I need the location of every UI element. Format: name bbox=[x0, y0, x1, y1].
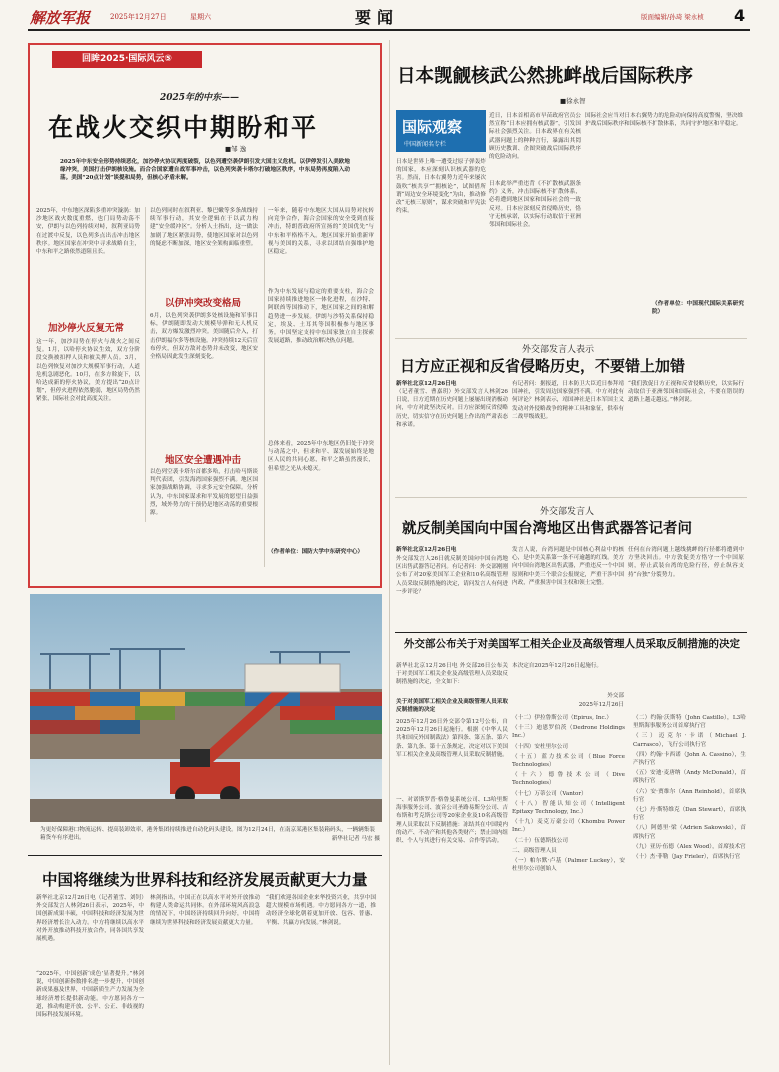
japan-text2: 日本是世界上唯一遭受过原子弹轰炸的国家，本应深刻认识核武器的危害。然而，日本右翼势力近年来屡次鼓吹“核共享”“拥核论”，试图借所谓“周边安全环境变化”为由，推动修改“无核三原则”，谋求突破和平宪法约束。 bbox=[396, 159, 486, 215]
japan-title: 日本觊觎核武公然挑衅战后国际秩序 bbox=[397, 66, 694, 87]
article6-text3: 林剑指出，中国正在以高水平对外开放推动构建人类命运共同体。在外部环境风高浪急的情况下，中国经济持续回升向好，中国将继续为世界科技和经济发展贡献更大力量。 bbox=[150, 895, 260, 926]
column-logo-title: 国际观察 bbox=[402, 118, 463, 136]
article5-text3: 一、对诺斯罗普·格鲁曼系统公司、L3哈里斯海事服务公司、波音公司圣路易斯分公司、吉布斯和考克斯公司等20家企业及10名高级管理人员采取以下反制措施：冻结其在中国境内的动产、不动产和其他各类财产；禁止国内组织、个人与其进行有关交易、合作等活动。 bbox=[396, 797, 508, 845]
feature-sep2 bbox=[264, 207, 265, 567]
feature-sep1 bbox=[145, 207, 146, 522]
article4-text2: 发言人说，台湾问题是中国核心利益中的核心，是中美关系第一条不可逾越的红线。美方向中国台湾地区出售武器，严重违反一个中国原则和中美三个联合公报规定，严重干涉中国内政，严重损害中国主权和领土完整。 bbox=[512, 547, 624, 586]
feature-col3-text2: 作为中东发展与稳定的重要支柱，海合会国家持续推进地区一体化进程，在沙特、阿联酋等国推动下，地区国家之间的和解趋势进一步发展。伊朗与沙特关系保持稳定，埃及、土耳其等国积极参与地区事务。中国坚定支持中东国家独立自主探索发展道路，推动政治解决热点问题。 bbox=[268, 289, 374, 345]
sanctions-list-item: （十八）智能认知公司（Intelligent Epitaxy Technology, Inc.） bbox=[512, 800, 625, 816]
issue-date: 2025年12月27日 bbox=[110, 13, 167, 21]
article4-lead: 新华社北京12月26日电 bbox=[396, 547, 457, 553]
feature-col2-text2: 6月，以色列突袭伊朗多处核设施和军事目标，伊朗随即发动大规模导弹和无人机反击，双方爆发激烈冲突。美国随后介入，打击伊朗福尔多等核设施。冲突持续12天后宣布停火，但双方敌对态势并未改变，地区安全格局因此发生深刻变化。 bbox=[150, 313, 258, 361]
article5-text4: 本决定自2025年12月26日起施行。 bbox=[512, 663, 603, 669]
sanctions-list-item: （十二）伊拉鲁斯公司（Epirus, Inc.） bbox=[512, 715, 613, 721]
japan-text3: 日本此举严重违背《不扩散核武器条约》义务，冲击国际核不扩散体系，必将遭到地区国家和国际社会的一致反对。日本应深刻反省侵略历史，恪守无核承诺，以实际行动取信于亚洲邻国和国际社会。 bbox=[489, 181, 581, 229]
subhead-iran-israel: 以伊冲突改变格局 bbox=[165, 298, 242, 309]
rule-a3 bbox=[395, 338, 747, 339]
sanctions-list-item: （八）阿德里·梁（Adrien Sakowski），首席执行官 bbox=[633, 825, 746, 840]
sanctions-list-item: （十）杰·菲勒（Jay Frieler），首席执行官 bbox=[633, 854, 741, 861]
article5-title: 外交部公布关于对美国军工相关企业及高级管理人员采取反制措施的决定 bbox=[404, 638, 740, 650]
masthead bbox=[0, 0, 779, 32]
paper-name: 解放军报 bbox=[30, 9, 91, 27]
column-logo bbox=[396, 110, 486, 152]
subhead-regional-security: 地区安全遭遇冲击 bbox=[165, 455, 242, 466]
feature-col3-text3: 总体来看，2025年中东地区仍旧处于冲突与动荡之中，但求和平、谋发展始终是地区人民的共同心愿，和平之路虽然漫长，但希望之光从未熄灭。 bbox=[268, 441, 374, 472]
feature-title: 在战火交织中期盼和平 bbox=[48, 113, 319, 142]
article4-text3: 任何在台湾问题上越线挑衅的行径都将遭到中方坚决回击。中方敦促美方恪守一个中国原则，停止武装台湾的危险行径，停止纵容支持“台独”分裂势力。 bbox=[628, 547, 744, 578]
article6-text4: “我们欢迎各国企业来华投资兴业，共享中国超大规模市场机遇。中方愿同各方一道，推动经济全球化朝着更加开放、包容、普惠、平衡、共赢方向发展。”林剑说。 bbox=[266, 895, 376, 926]
feature-col1-text: 2025年，中东地区深陷多重冲突漩涡：加沙地区战火数度重燃，也门局势动荡不安，伊朗与以色列持续对峙，叙利亚局势在过渡中反复，以色列多点出击冲击地区秩序。地区国家在冲突中寻求战略自主，中东和平之路依然道阻且长。 bbox=[36, 208, 140, 256]
section-title: 要闻 bbox=[355, 8, 400, 27]
rule-a4 bbox=[395, 497, 747, 498]
sanctions-list-item: （五）安迪·麦唐纳（Andy McDonald），首席执行官 bbox=[633, 770, 746, 785]
container-stacks bbox=[30, 689, 382, 759]
rule-a6 bbox=[28, 855, 382, 856]
editor-info: 版面编辑/孙琦 梁永桢 bbox=[641, 13, 704, 21]
sanctions-list-item: （十四）安杜里尔公司 bbox=[512, 743, 568, 750]
article3-text3: “我们敦促日方正视和反省侵略历史，以实际行动取信于亚洲邻国和国际社会，不要在错误的道路上越走越远。”林剑说。 bbox=[628, 381, 744, 404]
article5-text1: 新华社北京12月26日电 外交部26日公布关于对美国军工相关企业及高级管理人员采取反制措施的决定，全文如下： bbox=[396, 663, 508, 686]
japan-byline: ■徐永智 bbox=[560, 97, 586, 105]
article5-decision-title: 关于对美国军工相关企业及高级管理人员采取反制措施的决定 bbox=[396, 699, 508, 714]
sanctions-list-item: （七）丹·斯特维克（Dan Stewart），首席执行官 bbox=[633, 807, 746, 822]
sanctions-list-item: （十九）麦克万豪公司（Khombu Power Inc.） bbox=[512, 819, 625, 834]
article3-kicker: 外交部发言人表示 bbox=[522, 345, 595, 355]
feature-col3-text: 一年来，随着中东地区大国从局势对抗转向竞争合作，海合会国家的安全受到直接冲击，特朗普政府所宣扬的“美国优先”与中东和平格格不入。地区国家开始重新审视与美国的关系，寻求以团结自强维护地区稳定。 bbox=[268, 208, 374, 256]
japan-text1: 近日，日本首相高市早苗政府官员公然宣称“日本应拥有核武器”，引发国际社会强烈关注。日本政界在有关核武器问题上的种种言行，暴露出其罔顾历史教训、企图突破战后国际秩序的危险动向。 bbox=[489, 113, 581, 161]
article6-text1: 新华社北京12月26日电（记者董雪、刘钊）外交部发言人林剑26日表示，2025年，中国创新成果丰硕，中国科技和经济发展为世界经济增长注入动力。中方将继续以高水平对外开放推动科技开放合作，同各国共享发展机遇。 bbox=[36, 895, 144, 943]
photo-credit: 新华社记者 马宏 摄 bbox=[331, 836, 380, 842]
japan-author-note: （作者单位：中国现代国际关系研究院） bbox=[652, 301, 744, 316]
port-photo bbox=[30, 594, 382, 822]
sanctions-list-item: （九）亚历·伍德（Alex Wood），首席技术官 bbox=[633, 843, 746, 850]
rule-a5 bbox=[395, 632, 747, 633]
header-rule bbox=[28, 29, 750, 31]
article6-title: 中国将继续为世界科技和经济发展贡献更大力量 bbox=[42, 871, 368, 889]
article5-sign-date: 2025年12月26日 bbox=[578, 702, 624, 708]
article5-sign: 外交部 bbox=[607, 693, 624, 699]
article3-text1: （记者董雪、曹嘉玥）外交部发言人林剑26日说，日方近期在历史问题上屡屡出现消极动向，中方对此坚决反对。日方应深刻反省侵略历史，切实信守在历史问题上作出的严肃表态和承诺。 bbox=[396, 389, 508, 428]
photo-caption: 为更好保障港口物流运转、提高装卸效率，港务集团持续推进自动化码头建设。图为12月24日，在南京某港区集装箱码头，一辆辆集装箱货车有序进出。 bbox=[40, 827, 375, 842]
weekday: 星期六 bbox=[190, 13, 211, 21]
feature-col2-text3: 以色列空袭卡塔尔首都多哈，打击哈马斯谈判代表团，引发海湾国家强烈不满。地区国家加强战略协调，寻求多元安全保障。分析认为，中东国家谋求和平发展的愿望日益强烈，域外势力的干预仍是地区动荡的重要根源。 bbox=[150, 469, 258, 517]
sanctions-list-item: （一）帕尔默·卢基（Palmer Luckey），安杜里尔公司创始人 bbox=[512, 858, 625, 873]
article3-lead: 新华社北京12月26日电 bbox=[396, 381, 457, 387]
article4-kicker: 外交部发言人 bbox=[540, 507, 595, 517]
sanctions-list-item: （二十）伍德斯技公司 bbox=[512, 837, 568, 844]
article4-title: 就反制美国向中国台湾地区出售武器答记者问 bbox=[402, 521, 692, 537]
subhead-gaza: 加沙停火反复无常 bbox=[48, 323, 125, 334]
sanctions-list-item: （十五）蓝力技术公司（Blue Force Technologies） bbox=[512, 753, 625, 769]
article6-text2: “2025年，中国创新‘成色’显著提升。”林剑说，中国创新指数排名进一步提升，中国创新成果惠及世界，中国新质生产力发展为全球经济增长提供新动能。中方愿同各方一道，推动构建开放、公平、公正、非歧视的国际科技发展环境。 bbox=[36, 971, 144, 1019]
japan-text4: 国际社会应当对日本右翼势力的危险动向保持高度警惕，坚决维护战后国际秩序和国际核不扩散体系，共同守护地区和平稳定。 bbox=[585, 113, 743, 128]
feature-byline: ■邹 逸 bbox=[225, 145, 247, 153]
main-divider bbox=[389, 40, 390, 1065]
feature-kicker: 2025年的中东—— bbox=[160, 93, 240, 103]
article3-text2: 有记者问：据报道，日本防卫大臣近日参拜靖国神社，引发周边国家强烈不满。中方对此有何评论？林剑表示，靖国神社是日本军国主义发动对外侵略战争的精神工具和象征，供奉有二战甲级战犯。 bbox=[512, 381, 624, 420]
sanctions-list-item: （二）约翰·沃斯特（John Castillo），L3哈里斯海事服务公司首席执行官 bbox=[633, 715, 746, 730]
feature-col1-text2: 这一年，加沙局势在停火与战火之间反复。1月，以哈停火协议生效，双方分阶段交换被扣押人员和被关押人员。3月，以色列恢复对加沙大规模军事行动，人道危机急剧恶化。10月，在多方斡旋下，以哈达成新的停火协议，美方提出“20点计划”，但停火进程依然脆弱，地区局势仍然紧张，国际社会对此高度关注。 bbox=[36, 339, 140, 403]
series-banner: 回眸2025·国际风云⑤ bbox=[52, 51, 202, 68]
sanctions-list-item: （十三）迪恩罗伯茨（Dedrone Holdings Inc.） bbox=[512, 725, 625, 740]
article5-text2: 2025年12月26日外交部令第12号公布，自2025年12月26日起施行。根据《中华人民共和国反外国制裁法》第四条、第五条、第六条、第九条、第十五条规定，决定对以下美国军工相关企业及高级管理人员采取反制措施。 bbox=[396, 719, 508, 758]
sanctions-list-item: （四）约翰·卡西诺（John A. Cassino），生产执行官 bbox=[633, 751, 746, 767]
column-logo-subtitle: 中国新闻名专栏 bbox=[404, 141, 447, 148]
feature-lead: 2025年中东安全形势持续恶化，加沙停火协议两度破裂，以色列遭空袭伊朗引发大国主义危机。以伊停发引入美欧地缘冲突，美国打击伊朗核设施。而合合国家遭自战军事冲击，以色列突袭卡塔尔打破地区秩序，中东局势再度陷入动荡。美国“20点计划”谈提和局势，但核心矛盾未解。 bbox=[60, 159, 350, 182]
feature-col2-text: 以色列同时在叙利亚、黎巴嫩等多条战线持续军事行动，其安全逻辑在于以武力构建“安全缓冲区”。分析人士指出，这一做法加剧了地区紧张局势，使地区国家对以色列的疑虑不断加深，地区安全架构面临重塑。 bbox=[150, 208, 258, 247]
article4-text1: 外交部发言人26日就反制美国向中国台湾地区出售武器答记者问。有记者问：外交部刚刚公布了对20家美国军工企业和10名高级管理人员采取反制措施的决定，请问发言人有何进一步评论？ bbox=[396, 556, 508, 595]
sanctions-list-item: （三）迈克尔·卡诺（Michael J. Carrasco），飞行公司执行官 bbox=[633, 733, 746, 748]
sanctions-list-item: （十六）德鲁技术公司（Dive Technologies） bbox=[512, 772, 625, 787]
sanctions-list-item: （十七）万蒂公司（Vantor） bbox=[512, 790, 587, 797]
article3-title: 日方应正视和反省侵略历史，不要错上加错 bbox=[400, 357, 686, 375]
sanctions-list-item: （六）安·贾维尔（Ann Reinhold），首席执行官 bbox=[633, 788, 746, 803]
sanctions-list-item: 二、高级管理人员 bbox=[512, 847, 557, 854]
page-number: 4 bbox=[734, 6, 746, 25]
feature-author-note: （作者单位：国防大学中东研究中心） bbox=[268, 549, 364, 555]
sanctions-list bbox=[512, 714, 746, 1066]
